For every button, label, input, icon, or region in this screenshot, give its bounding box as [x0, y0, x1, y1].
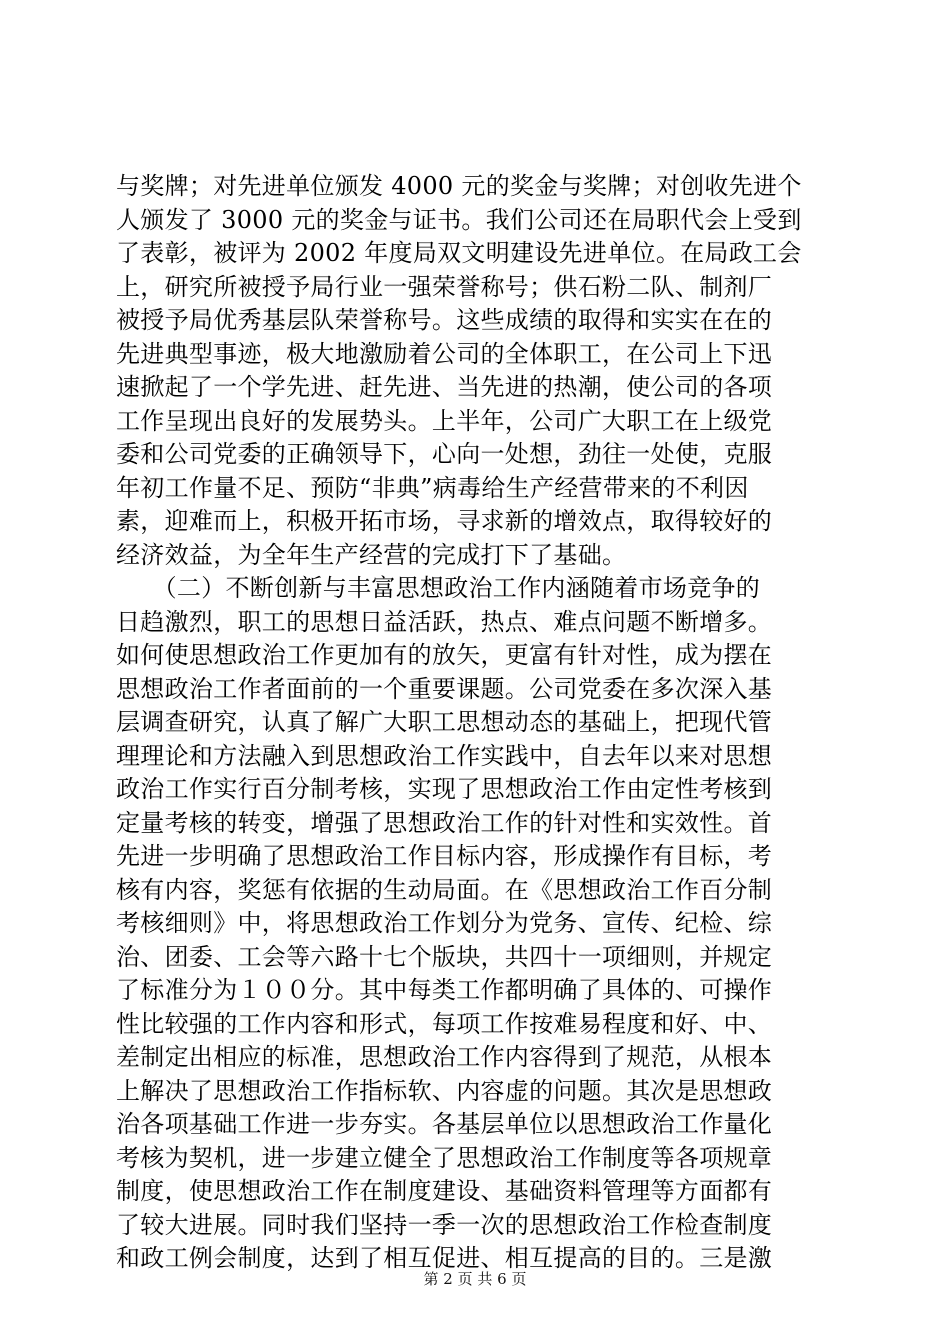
- text-line: 核有内容，奖惩有依据的生动局面。在《思想政治工作百分制: [116, 875, 773, 904]
- text-line: 性比较强的工作内容和形式，每项工作按难易程度和好、中、: [116, 1009, 773, 1038]
- text-line: 先进一步明确了思想政治工作目标内容，形成操作有目标，考: [116, 842, 773, 870]
- text-line: 政治工作实行百分制考核，实现了思想政治工作由定性考核到: [116, 775, 773, 803]
- text-line: 如何使思想政治工作更加有的放矢，更富有针对性，成为摆在: [116, 641, 773, 669]
- text-line: 上，研究所被授予局行业一强荣誉称号；供石粉二队、制剂厂: [116, 272, 773, 301]
- text-line: 年初工作量不足、预防“非典”病毒给生产经营带来的不利因: [116, 473, 749, 502]
- text-line: 差制定出相应的标准，思想政治工作内容得到了规范，从根本: [116, 1043, 773, 1071]
- text-line: 经济效益，为全年生产经营的完成打下了基础。: [116, 540, 627, 569]
- text-line: 了标准分为１００分。其中每类工作都明确了具体的、可操作: [116, 976, 773, 1004]
- text-line: 理理论和方法融入到思想政治工作实践中，自去年以来对思想: [116, 741, 773, 770]
- text-line: 人颁发了 3000 元的奖金与证书。我们公司还在局职代会上受到: [116, 205, 802, 234]
- text-line: 治各项基础工作进一步夯实。各基层单位以思想政治工作量化: [116, 1110, 773, 1138]
- text-line: 定量考核的转变，增强了思想政治工作的针对性和实效性。首: [116, 808, 773, 837]
- page-footer: 第 2 页 共 6 页: [423, 1270, 527, 1288]
- text-line: （二）不断创新与丰富思想政治工作内涵随着市场竞争的: [116, 574, 761, 602]
- text-line: 工作呈现出良好的发展势头。上半年，公司广大职工在上级党: [116, 406, 773, 435]
- text-line: 委和公司党委的正确领导下，心向一处想，劲往一处使，克服: [116, 440, 773, 468]
- text-line: 上解决了思想政治工作指标软、内容虚的问题。其次是思想政: [116, 1076, 773, 1105]
- text-line: 速掀起了一个学先进、赶先进、当先进的热潮，使公司的各项: [116, 373, 773, 401]
- text-line: 层调查研究，认真了解广大职工思想动态的基础上，把现代管: [116, 708, 773, 736]
- text-line: 制度，使思想政治工作在制度建设、基础资料管理等方面都有: [116, 1177, 773, 1205]
- text-line: 思想政治工作者面前的一个重要课题。公司党委在多次深入基: [116, 674, 773, 703]
- text-line: 与奖牌；对先进单位颁发 4000 元的奖金与奖牌；对创收先进个: [116, 172, 802, 200]
- text-line: 考核细则》中，将思想政治工作划分为党务、宣传、纪检、综: [116, 909, 773, 937]
- text-line: 考核为契机，进一步建立健全了思想政治工作制度等各项规章: [116, 1143, 773, 1172]
- body-text: [116, 170, 836, 1276]
- text-line: 治、团委、工会等六路十七个版块，共四十一项细则，并规定: [116, 942, 773, 971]
- text-line: 和政工例会制度，达到了相互促进、相互提高的目的。三是激: [116, 1244, 773, 1272]
- text-line: 先进典型事迹，极大地激励着公司的全体职工，在公司上下迅: [116, 339, 773, 368]
- text-line: 被授予局优秀基层队荣誉称号。这些成绩的取得和实实在在的: [116, 306, 773, 334]
- text-line: 素，迎难而上，积极开拓市场，寻求新的增效点，取得较好的: [116, 507, 773, 535]
- text-line: 了较大进展。同时我们坚持一季一次的思想政治工作检查制度: [116, 1210, 773, 1239]
- text-line: 日趋激烈，职工的思想日益活跃，热点、难点问题不断增多。: [116, 607, 773, 636]
- text-line: 了表彰，被评为 2002 年度局双文明建设先进单位。在局政工会: [116, 239, 802, 267]
